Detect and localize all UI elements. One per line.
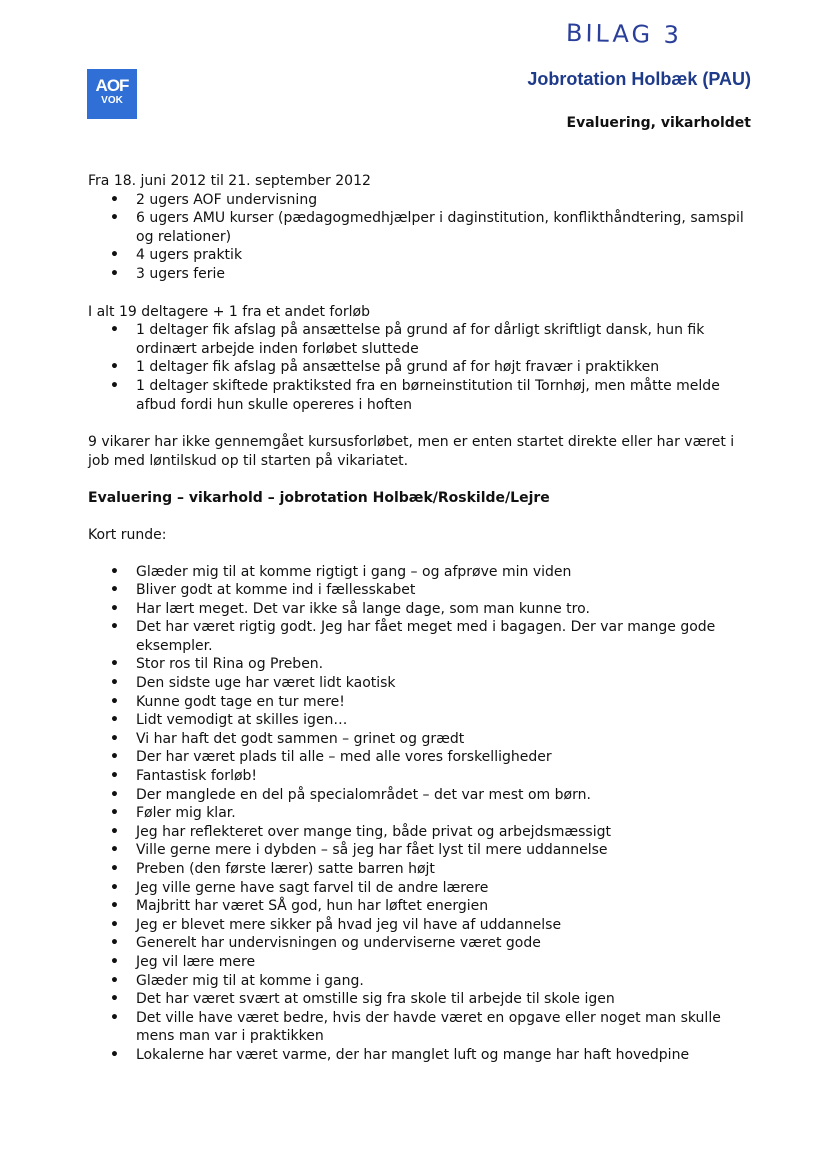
list-item: • Jeg ville gerne have sagt farvel til de andre lærere — [136, 879, 753, 898]
list-item: • Lidt vemodigt at skilles igen… — [136, 711, 753, 730]
list-item: • Preben (den første lærer) satte barren højt — [136, 860, 753, 879]
list-item: • Det ville have været bedre, hvis der havde været en opgave eller noget man skulle mens man var i praktikken — [136, 1009, 753, 1046]
list-item: • Glæder mig til at komme rigtigt i gang – og afprøve min viden — [136, 563, 753, 582]
list-item: • 6 ugers AMU kurser (pædagogmedhjælper i daginstitution, konflikthåndtering, samspil og relationer) — [136, 209, 753, 246]
list-item: • Fantastisk forløb! — [136, 767, 753, 786]
list-item: • Jeg vil lære mere — [136, 953, 753, 972]
list-item: • Majbritt har været SÅ god, hun har løftet energien — [136, 897, 753, 916]
evaluation-heading: Evaluering – vikarhold – jobrotation Holbæk/Roskilde/Lejre — [88, 490, 550, 507]
list-item: • Jeg er blevet mere sikker på hvad jeg vil have af uddannelse — [136, 916, 753, 935]
list-item: • Bliver godt at komme ind i fællesskabet — [136, 581, 753, 600]
period-intro: Fra 18. juni 2012 til 21. september 2012 — [88, 173, 371, 189]
evaluation-list — [88, 563, 753, 1065]
list-item: • Generelt har undervisningen og underviserne været gode — [136, 934, 753, 953]
list-item: • Stor ros til Rina og Preben. — [136, 655, 753, 674]
list-item: • 1 deltager fik afslag på ansættelse på grund af for dårligt skriftligt dansk, hun fik ordinært arbejde inden forløbet sluttede — [136, 321, 753, 358]
list-item: • Der manglede en del på specialområdet – det var mest om børn. — [136, 786, 753, 805]
note-paragraph: 9 vikarer har ikke gennemgået kursusforløbet, men er enten startet direkte eller har været i job med løntilskud op til starten på vikariatet. — [88, 434, 735, 469]
list-item: • Den sidste uge har været lidt kaotisk — [136, 674, 753, 693]
participants-intro: I alt 19 deltagere + 1 fra et andet forløb — [88, 303, 371, 320]
list-item: • Det har været svært at omstille sig fra skole til arbejde til skole igen — [136, 990, 753, 1009]
document-subtitle: Evaluering, vikarholdet — [566, 115, 751, 131]
period-list — [88, 191, 753, 284]
aof-logo — [87, 69, 137, 119]
document-body — [88, 172, 753, 1065]
list-item: • Det har været rigtig godt. Jeg har fået meget med i bagagen. Der var mange gode eksempler. — [136, 618, 753, 655]
list-item: • Føler mig klar. — [136, 804, 753, 823]
list-item: • Vi har haft det godt sammen – grinet og grædt — [136, 730, 753, 749]
list-item: • 2 ugers AOF undervisning — [136, 191, 753, 210]
list-item: • Der har været plads til alle – med alle vores forskelligheder — [136, 748, 753, 767]
list-item: • Lokalerne har været varme, der har manglet luft og mange har haft hovedpine — [136, 1046, 753, 1065]
logo-text-aof: AOF — [95, 76, 129, 95]
logo-text-vok: VOK — [101, 95, 123, 106]
list-item: • 1 deltager skiftede praktiksted fra en børneinstitution til Tornhøj, men måtte melde afbud fordi hun skulle opereres i hoften — [136, 377, 753, 414]
document-title: Jobrotation Holbæk (PAU) — [527, 69, 751, 89]
list-item: • Har lært meget. Det var ikke så lange dage, som man kunne tro. — [136, 600, 753, 619]
round-label: Kort runde: — [88, 526, 167, 543]
list-item: • Glæder mig til at komme i gang. — [136, 972, 753, 991]
list-item: • Jeg har reflekteret over mange ting, både privat og arbejdsmæssigt — [136, 823, 753, 842]
participants-list — [88, 321, 753, 414]
list-item: • 1 deltager fik afslag på ansættelse på grund af for højt fravær i praktikken — [136, 358, 753, 377]
handwritten-stamp: BILAG 3 — [565, 18, 683, 50]
list-item: • Kunne godt tage en tur mere! — [136, 693, 753, 712]
list-item: • Ville gerne mere i dybden – så jeg har fået lyst til mere uddannelse — [136, 841, 753, 860]
list-item: • 3 ugers ferie — [136, 265, 753, 284]
list-item: • 4 ugers praktik — [136, 246, 753, 265]
